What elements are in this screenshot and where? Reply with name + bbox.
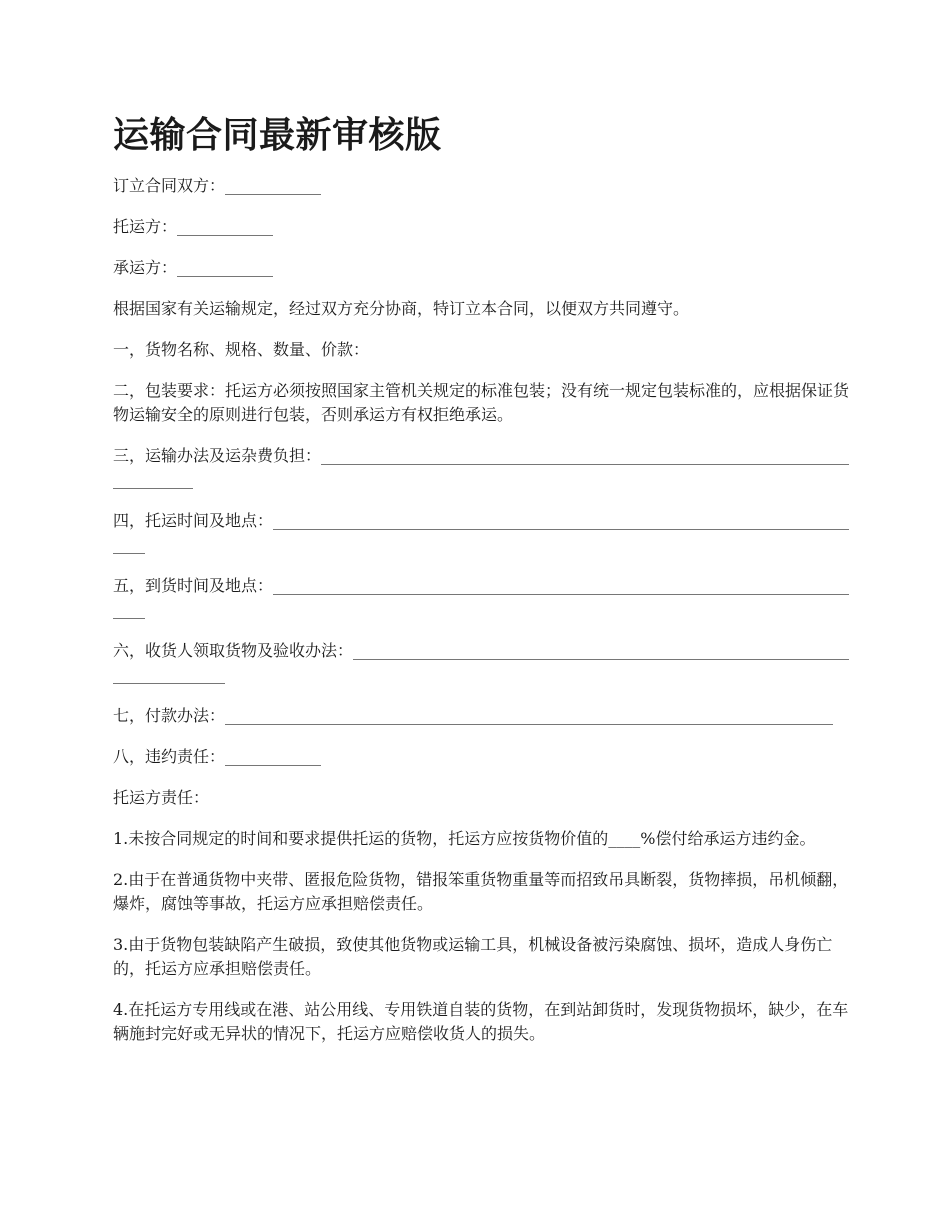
liability-item-2: 2.由于在普通货物中夹带、匿报危险货物，错报笨重货物重量等而招致吊具断裂，货物摔损，吊机倾翻，爆炸，腐蚀等事故，托运方应承担赔偿责任。	[113, 870, 849, 913]
clause-2-packaging: 二，包装要求：托运方必须按照国家主管机关规定的标准包装；没有统一规定包装标准的，应根据保证货物运输安全的原则进行包装，否则承运方有权拒绝承运。	[113, 381, 850, 424]
clause-6-receipt-inspection: 六，收货人领取货物及验收办法：____________________________________________________________________________	[113, 641, 850, 684]
shipper-liability-heading: 托运方责任：	[113, 788, 210, 807]
contract-parties-line: 订立合同双方：____________	[113, 176, 322, 195]
clause-3-transport-method: 三，运输办法及运杂费负担：____________________________________________________________________________	[113, 446, 850, 489]
clause-4-consign-time-place: 四，托运时间及地点：____________________________________________________________________________	[113, 511, 850, 554]
clause-7-payment: 七，付款办法：____________________________________________________________________________	[113, 706, 834, 725]
shipper-line: 托运方：____________	[113, 217, 274, 236]
liability-item-1: 1.未按合同规定的时间和要求提供托运的货物，托运方应按货物价值的____%偿付给承运方违约金。	[113, 829, 816, 848]
clause-5-arrival-time-place: 五，到货时间及地点：____________________________________________________________________________	[113, 576, 850, 619]
clause-1-goods: 一，货物名称、规格、数量、价款：	[113, 340, 370, 359]
document-page	[113, 112, 853, 1063]
document-title: 运输合同最新审核版	[113, 115, 442, 156]
liability-item-4: 4.在托运方专用线或在港、站公用线、专用铁道自装的货物，在到站卸货时，发现货物损坏，缺少，在车辆施封完好或无异状的情况下，托运方应赔偿收货人的损失。	[113, 1000, 849, 1043]
carrier-line: 承运方：____________	[113, 258, 274, 277]
clause-8-liability: 八，违约责任：____________	[113, 747, 322, 766]
liability-item-3: 3.由于货物包装缺陷产生破损，致使其他货物或运输工具，机械设备被污染腐蚀、损坏，造成人身伤亡的，托运方应承担赔偿责任。	[113, 935, 833, 978]
preamble-paragraph: 根据国家有关运输规定，经过双方充分协商，特订立本合同，以便双方共同遵守。	[113, 299, 690, 318]
